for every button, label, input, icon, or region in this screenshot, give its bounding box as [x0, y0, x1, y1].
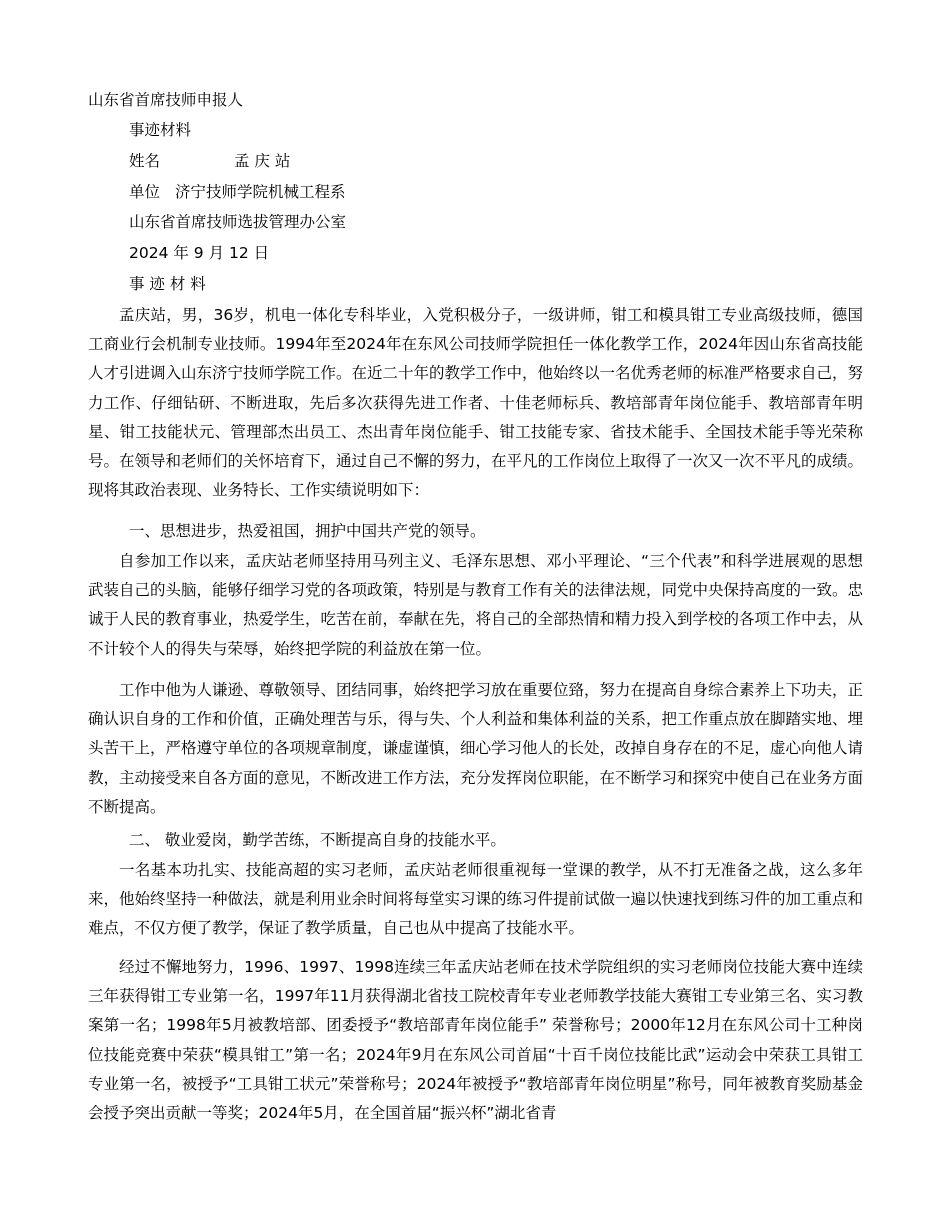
paragraph-awards: 经过不懈地努力，1996、1997、1998连续三年孟庆站老师在技术学院组织的实习老师岗位技能大赛中连续三年获得钳工专业第一名，1997年11月获得湖北省技工院校青年专业老师教学技能大赛钳工专业第三名、实习教案第一名；1998年5月被教培部、团委授予“教培部青年岗位能手” 荣誉称号；2000年12月在东风公司十工种岗位技能竞赛中荣获“模具钳工”第一名；2024年9月在东风公司首届“十百千岗位技能比武”运动会中荣获工具钳工专业第一名，被授予“工具钳工状元”荣誉称号；2024年被授予“教培部青年岗位明星”称号，同年被教育奖励基金会授予突出贡献一等奖；2024年5月，在全国首届“振兴杯”湖北省青 [88, 958, 863, 1123]
paragraph-teaching: 一名基本功扎实、技能高超的实习老师，孟庆站老师很重视每一堂课的教学，从不打无准备之战，这么多年来，他始终坚持一种做法，就是利用业余时间将每堂实习课的练习件提前试做一遍以快速找到练习件的加工重点和难点，不仅方便了教学，保证了教学质量，自己也从中提高了技能水平。 [88, 861, 864, 938]
doc-type: 事迹材料 [129, 121, 192, 139]
office-name: 山东省首席技师选拔管理办公室 [129, 213, 347, 231]
heading-one: 一、思想进步，热爱祖国，拥护中国共产党的领导。 [129, 522, 486, 540]
name-value: 孟 庆 站 [234, 152, 291, 170]
paragraph-intro: 孟庆站，男，36岁，机电一体化专科毕业，入党积极分子，一级讲师，钳工和模具钳工专业高级技师，德国工商业行会机制专业技师。1994年至2024年在东风公司技师学院担任一体化教学工作，2024年因山东省高技能人才引进调入山东济宁技师学院工作。在近二十年的教学工作中，他始终以一名优秀老师的标准严格要求自己，努力工作、仔细钻研、不断进取，先后多次获得先进工作者、十佳老师标兵、教培部青年岗位能手、教培部青年明星、钳工技能状元、管理部杰出员工、杰出青年岗位能手、钳工技能专家、省技术能手、全国技术能手等光荣称号。在领导和老师们的关怀培育下，通过自己不懈的努力，在平凡的工作岗位上取得了一次又一次不平凡的成绩。现将其政治表现、业务特长、工作实绩说明如下： [88, 306, 864, 500]
paragraph-thought: 自参加工作以来，孟庆站老师坚持用马列主义、毛泽东思想、邓小平理论、“三个代表”和科学进展观的思想武装自己的头脑，能够仔细学习党的各项政策，特别是与教育工作有关的法律法规，同党中央保持高度的一致。忠诚于人民的教育事业，热爱学生，吃苦在前，奉献在先，将自己的全部热情和精力投入到学校的各项工作中去，从不计较个人的得失与荣辱，始终把学院的利益放在第一位。 [88, 552, 864, 658]
section-title: 事 迹 材 料 [129, 275, 206, 293]
applicant-title: 山东省首席技师申报人 [88, 91, 244, 109]
unit-value: 济宁技师学院机械工程系 [175, 183, 346, 201]
report-date: 2024 年 9 月 12 日 [129, 244, 270, 262]
heading-two: 二、 敬业爱岗，勤学苦练，不断提高自身的技能水平。 [129, 831, 506, 849]
unit-label: 单位 [129, 183, 161, 201]
paragraph-work-attitude: 工作中他为人谦逊、尊敬领导、团结同事，始终把学习放在重要位臵，努力在提高自身综合素养上下功夫，正确认识自身的工作和价值，正确处理苦与乐，得与失、个人利益和集体利益的关系，把工作重点放在脚踏实地、埋头苦干上，严格遵守单位的各项规章制度，谦虚谨慎，细心学习他人的长处，改掉自身存在的不足，虚心向他人请教，主动接受来自各方面的意见，不断改进工作方法，充分发挥岗位职能，在不断学习和探究中使自己在业务方面不断提高。 [88, 681, 864, 816]
name-label: 姓名 [129, 152, 161, 170]
